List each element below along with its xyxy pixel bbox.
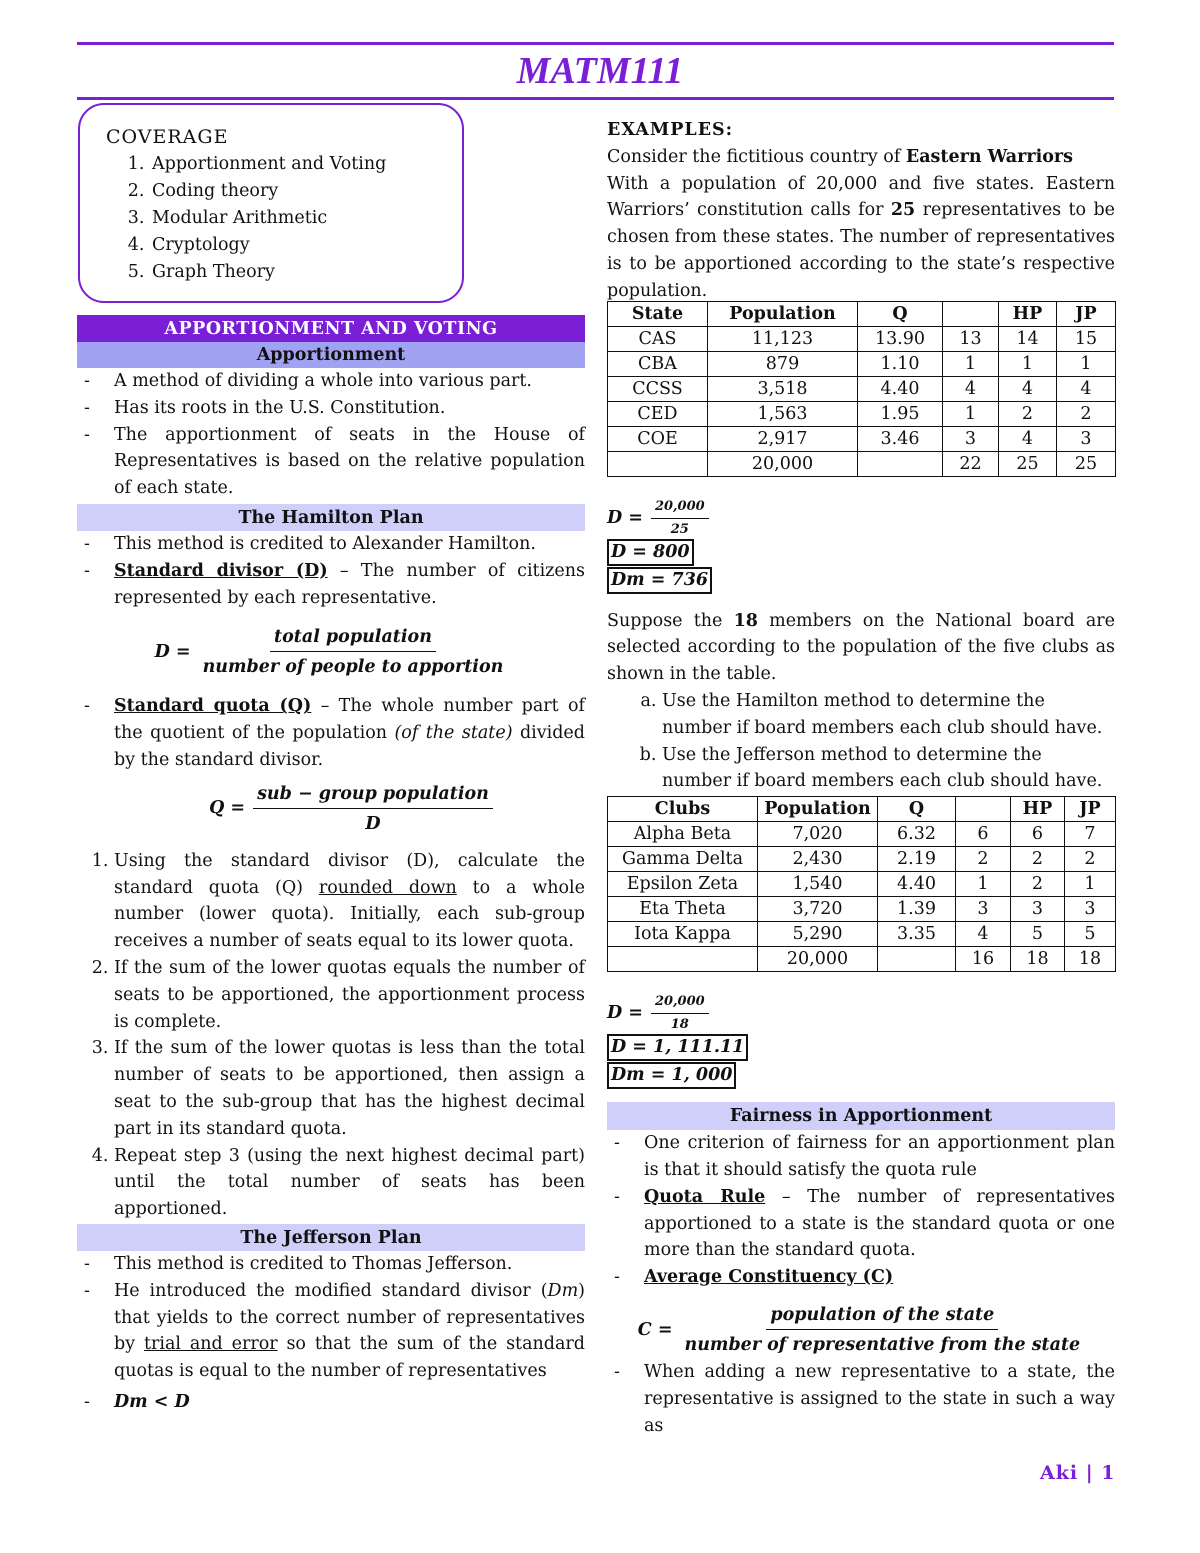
table-cell: 3 xyxy=(1011,897,1065,922)
table-cell: 3.35 xyxy=(878,922,956,947)
hamilton-bullets xyxy=(77,531,585,611)
definition-text: – The whole number part of the quotient of the population xyxy=(114,696,585,744)
subheading-fairness: Fairness in Apportionment xyxy=(607,1102,1115,1130)
table-header-cell: Population xyxy=(708,301,858,326)
clubs-table xyxy=(607,796,1116,972)
formula-lhs: D = xyxy=(607,1003,643,1024)
bullet: - A method of dividing a whole into various part. xyxy=(77,368,585,395)
coverage-item: 5. Graph Theory xyxy=(150,259,462,286)
symbol-dm: Dm xyxy=(547,1280,579,1301)
fraction-numerator: total population xyxy=(270,625,436,652)
fairness-bullets xyxy=(607,1130,1115,1291)
example-intro xyxy=(607,144,1115,171)
fraction xyxy=(199,625,508,679)
bullet: - Has its roots in the U.S. Constitution. xyxy=(77,395,585,422)
calculation-block-1 xyxy=(607,499,1115,594)
definition-text: – The number of representatives apportioned to a state is the standard quota or one more than the standard quota. xyxy=(644,1186,1115,1261)
table-cell: Alpha Beta xyxy=(608,822,758,847)
table-cell: 2 xyxy=(999,401,1057,426)
table-cell: 5 xyxy=(1065,922,1116,947)
table-cell: 2.19 xyxy=(878,847,956,872)
table-cell: 1.39 xyxy=(878,897,956,922)
table-header-row xyxy=(608,797,1116,822)
table-row xyxy=(608,922,1116,947)
table-cell: 1 xyxy=(943,351,999,376)
table-cell: 20,000 xyxy=(758,947,878,972)
fraction-denominator: number of people to apportion xyxy=(202,657,504,678)
table-cell: Gamma Delta xyxy=(608,847,758,872)
table-cell: 7,020 xyxy=(758,822,878,847)
table-cell: 4.40 xyxy=(878,872,956,897)
table-cell: 4 xyxy=(1057,376,1116,401)
table-row xyxy=(608,426,1116,451)
table-cell: 3.46 xyxy=(858,426,943,451)
table-cell: 16 xyxy=(956,947,1011,972)
result-modified-divisor: Dm = 736 xyxy=(607,567,712,594)
table-header-cell xyxy=(943,301,999,326)
table-row xyxy=(608,376,1116,401)
example-description xyxy=(607,171,1115,305)
table-cell: 1,563 xyxy=(708,401,858,426)
step: 2. If the sum of the lower quotas equals the number of seats to be apportioned, the apportionment process is complete. xyxy=(114,955,585,1035)
intro-text: With a population of 20,000 and five states. Eastern Warriors’ constitution calls for xyxy=(607,173,1115,221)
bullet-underline: trial and error xyxy=(143,1334,278,1355)
result-divisor: D = 1, 111.11 xyxy=(607,1034,748,1061)
fraction-denominator: 25 xyxy=(670,521,689,537)
fairness-bullets-2 xyxy=(607,1359,1115,1439)
table-cell: 13.90 xyxy=(858,326,943,351)
table-row xyxy=(608,847,1116,872)
table-cell: 5 xyxy=(1011,922,1065,947)
section-title-apportionment-voting: APPORTIONMENT AND VOTING xyxy=(77,315,585,342)
fraction-numerator: 20,000 xyxy=(651,994,709,1014)
table-cell xyxy=(608,947,758,972)
table-cell: 2 xyxy=(1011,872,1065,897)
bullet-text: ) that yields to the correct number of representatives by xyxy=(114,1280,585,1355)
table-cell: 25 xyxy=(1057,451,1116,476)
table-header-cell: JP xyxy=(1065,797,1116,822)
table-cell xyxy=(878,947,956,972)
bullet: - The apportionment of seats in the House of Representatives is based on the relative population of each state. xyxy=(77,422,585,502)
table-cell: 6 xyxy=(1011,822,1065,847)
bullet-text: He introduced the modified standard divisor ( xyxy=(114,1280,548,1301)
quota-bullets xyxy=(77,693,585,773)
definition-text: – The number of citizens represented by each representative. xyxy=(114,560,585,608)
table-cell: 2 xyxy=(1057,401,1116,426)
formula-standard-divisor xyxy=(77,625,585,679)
fraction-numerator: 20,000 xyxy=(651,499,709,519)
table-cell: 4 xyxy=(956,922,1011,947)
table-cell: 1.95 xyxy=(858,401,943,426)
table-header-cell xyxy=(956,797,1011,822)
fraction xyxy=(651,994,709,1033)
formula-standard-quota xyxy=(117,782,585,836)
table-cell: 1 xyxy=(999,351,1057,376)
page-footer: Aki | 1 xyxy=(1040,1462,1116,1484)
table-cell: Iota Kappa xyxy=(608,922,758,947)
table-cell: COE xyxy=(608,426,708,451)
formula-average-constituency xyxy=(607,1303,1115,1357)
formula-lhs: D = xyxy=(607,507,643,528)
example-text: members on the National board are selected according to the population of the five clubs as shown in the table. xyxy=(607,610,1116,685)
intro-text: representatives to be chosen from these states. The number of representatives is to be apportioned according to the state’s respective population. xyxy=(607,200,1115,301)
table-row xyxy=(608,401,1116,426)
subheading-apportionment: Apportionment xyxy=(77,342,585,368)
table-cell: 1 xyxy=(1057,351,1116,376)
table-header-cell: Population xyxy=(758,797,878,822)
fraction-numerator: sub − group population xyxy=(253,782,493,809)
table-cell: 6.32 xyxy=(878,822,956,847)
bullet xyxy=(607,1264,1115,1291)
bullet: - This method is credited to Thomas Jefferson. xyxy=(77,1251,585,1278)
fraction-denominator: 18 xyxy=(670,1017,689,1033)
table-header-cell: Q xyxy=(878,797,956,822)
bullet xyxy=(77,1278,585,1385)
fraction xyxy=(253,782,493,836)
coverage-item: 3. Modular Arithmetic xyxy=(150,205,462,232)
hamilton-steps xyxy=(77,848,585,1223)
table-cell: 22 xyxy=(943,451,999,476)
example-2-tasks xyxy=(607,688,1115,795)
step-text: Using the standard divisor (D), calculate the standard quota (Q) xyxy=(114,850,585,898)
table-cell: 1,540 xyxy=(758,872,878,897)
right-column xyxy=(607,117,1115,1439)
table-cell: 20,000 xyxy=(708,451,858,476)
members-count: 18 xyxy=(733,610,758,631)
table-cell: CAS xyxy=(608,326,708,351)
states-table xyxy=(607,301,1116,477)
table-cell: 3,518 xyxy=(708,376,858,401)
apportionment-bullets xyxy=(77,368,585,502)
page-title: MATM111 xyxy=(516,50,684,92)
formula-divisor-example-1 xyxy=(607,499,1115,538)
formula-lhs: Q = xyxy=(209,798,246,819)
table-cell: 3,720 xyxy=(758,897,878,922)
table-cell: 18 xyxy=(1011,947,1065,972)
table-header-cell: State xyxy=(608,301,708,326)
example-2-description xyxy=(607,608,1115,688)
table-header-cell: HP xyxy=(999,301,1057,326)
table-cell: 25 xyxy=(999,451,1057,476)
fraction-denominator: D xyxy=(365,813,381,834)
formula-lhs: D = xyxy=(154,641,191,662)
task-item: a. Use the Hamilton method to determine the number if board members each club should have. xyxy=(662,688,1115,742)
table-cell: 18 xyxy=(1065,947,1116,972)
table-cell: 6 xyxy=(956,822,1011,847)
table-cell: CED xyxy=(608,401,708,426)
intro-text: Consider the fictitious country of xyxy=(607,146,906,167)
bullet xyxy=(77,558,585,612)
table-cell: 2 xyxy=(956,847,1011,872)
table-cell: 4 xyxy=(943,376,999,401)
table-header-cell: JP xyxy=(1057,301,1116,326)
subheading-hamilton-plan: The Hamilton Plan xyxy=(77,504,585,531)
table-row xyxy=(608,351,1116,376)
inequality-dm-less-than-d: Dm < D xyxy=(114,1391,190,1412)
table-cell: 4 xyxy=(999,376,1057,401)
table-cell: Epsilon Zeta xyxy=(608,872,758,897)
bullet xyxy=(77,693,585,773)
table-row xyxy=(608,872,1116,897)
table-cell: 14 xyxy=(999,326,1057,351)
step xyxy=(114,848,585,955)
fraction-numerator: population of the state xyxy=(766,1303,998,1330)
table-cell: 3 xyxy=(956,897,1011,922)
table-cell xyxy=(608,451,708,476)
step: 3. If the sum of the lower quotas is less than the total number of seats to be apportioned, then assign a seat to the sub-group that has the highest decimal part in its standard quota. xyxy=(114,1035,585,1142)
table-cell: 4.40 xyxy=(858,376,943,401)
table-cell: 4 xyxy=(999,426,1057,451)
formula-lhs: C = xyxy=(637,1319,673,1340)
coverage-item: 4. Cryptology xyxy=(150,232,462,259)
coverage-list xyxy=(106,151,462,286)
subheading-jefferson-plan: The Jefferson Plan xyxy=(77,1224,585,1251)
result-modified-divisor: Dm = 1, 000 xyxy=(607,1062,736,1089)
term-average-constituency: Average Constituency (C) xyxy=(644,1267,894,1288)
result-divisor: D = 800 xyxy=(607,539,694,566)
term-standard-quota: Standard quota (Q) xyxy=(114,696,312,717)
table-cell: CBA xyxy=(608,351,708,376)
coverage-item: 2. Coding theory xyxy=(150,178,462,205)
table-header-cell: Q xyxy=(858,301,943,326)
country-name: Eastern Warriors xyxy=(905,146,1073,167)
table-header-cell: HP xyxy=(1011,797,1065,822)
table-cell: 7 xyxy=(1065,822,1116,847)
bullet: - One criterion of fairness for an apportionment plan is that it should satisfy the quota rule xyxy=(607,1130,1115,1184)
calculation-block-2 xyxy=(607,994,1115,1089)
fraction xyxy=(680,1303,1084,1357)
bullet: - This method is credited to Alexander Hamilton. xyxy=(77,531,585,558)
table-row xyxy=(608,822,1116,847)
fraction-denominator: number of representative from the state xyxy=(684,1334,1081,1355)
table-cell: 2,430 xyxy=(758,847,878,872)
table-cell: 1 xyxy=(943,401,999,426)
header-bottom-rule xyxy=(77,97,1114,100)
example-text: Suppose the xyxy=(607,610,734,631)
fraction xyxy=(651,499,709,538)
table-total-row xyxy=(608,947,1116,972)
bullet-text: so that the sum of the standard quotas is equal to the number of representatives xyxy=(114,1334,585,1382)
table-cell: 2,917 xyxy=(708,426,858,451)
table-cell: 2 xyxy=(1065,847,1116,872)
table-cell: 3 xyxy=(1057,426,1116,451)
table-cell: 11,123 xyxy=(708,326,858,351)
definition-text: divided by the standard divisor. xyxy=(114,723,585,770)
coverage-heading: COVERAGE xyxy=(106,126,229,148)
term-quota-rule: Quota Rule xyxy=(644,1186,766,1207)
coverage-item: 1. Apportionment and Voting xyxy=(150,151,462,178)
table-cell: 15 xyxy=(1057,326,1116,351)
table-cell: 13 xyxy=(943,326,999,351)
bullet xyxy=(77,1389,585,1416)
representatives-count: 25 xyxy=(890,200,916,221)
jefferson-bullets xyxy=(77,1251,585,1416)
term-standard-divisor: Standard divisor (D) xyxy=(114,560,328,581)
step-text: to a whole number (lower quota). Initially, each sub-group receives a number of seats equal to its lower quota. xyxy=(114,877,585,952)
left-column xyxy=(77,315,585,1416)
step-underline: rounded down xyxy=(318,877,457,898)
table-cell: Eta Theta xyxy=(608,897,758,922)
table-row xyxy=(608,326,1116,351)
table-row xyxy=(608,897,1116,922)
bullet xyxy=(607,1184,1115,1264)
table-total-row xyxy=(608,451,1116,476)
table-cell: 1 xyxy=(1065,872,1116,897)
table-cell: 879 xyxy=(708,351,858,376)
table-header-row xyxy=(608,301,1116,326)
table-cell: CCSS xyxy=(608,376,708,401)
table-cell: 3 xyxy=(1065,897,1116,922)
definition-italic: (of the state) xyxy=(394,723,513,744)
header-top-rule xyxy=(77,42,1114,45)
table-cell: 5,290 xyxy=(758,922,878,947)
table-cell: 1 xyxy=(956,872,1011,897)
table-cell: 2 xyxy=(1011,847,1065,872)
table-cell: 3 xyxy=(943,426,999,451)
step: 4. Repeat step 3 (using the next highest decimal part) until the total number of seats has been apportioned. xyxy=(114,1143,585,1223)
table-cell xyxy=(858,451,943,476)
examples-heading: EXAMPLES: xyxy=(607,120,734,140)
formula-divisor-example-2 xyxy=(607,994,1115,1033)
task-item: b. Use the Jefferson method to determine the number if board members each club should have. xyxy=(662,742,1115,796)
coverage-box xyxy=(78,103,464,303)
bullet: - When adding a new representative to a state, the representative is assigned to the state in such a way as xyxy=(607,1359,1115,1439)
table-header-cell: Clubs xyxy=(608,797,758,822)
table-cell: 1.10 xyxy=(858,351,943,376)
